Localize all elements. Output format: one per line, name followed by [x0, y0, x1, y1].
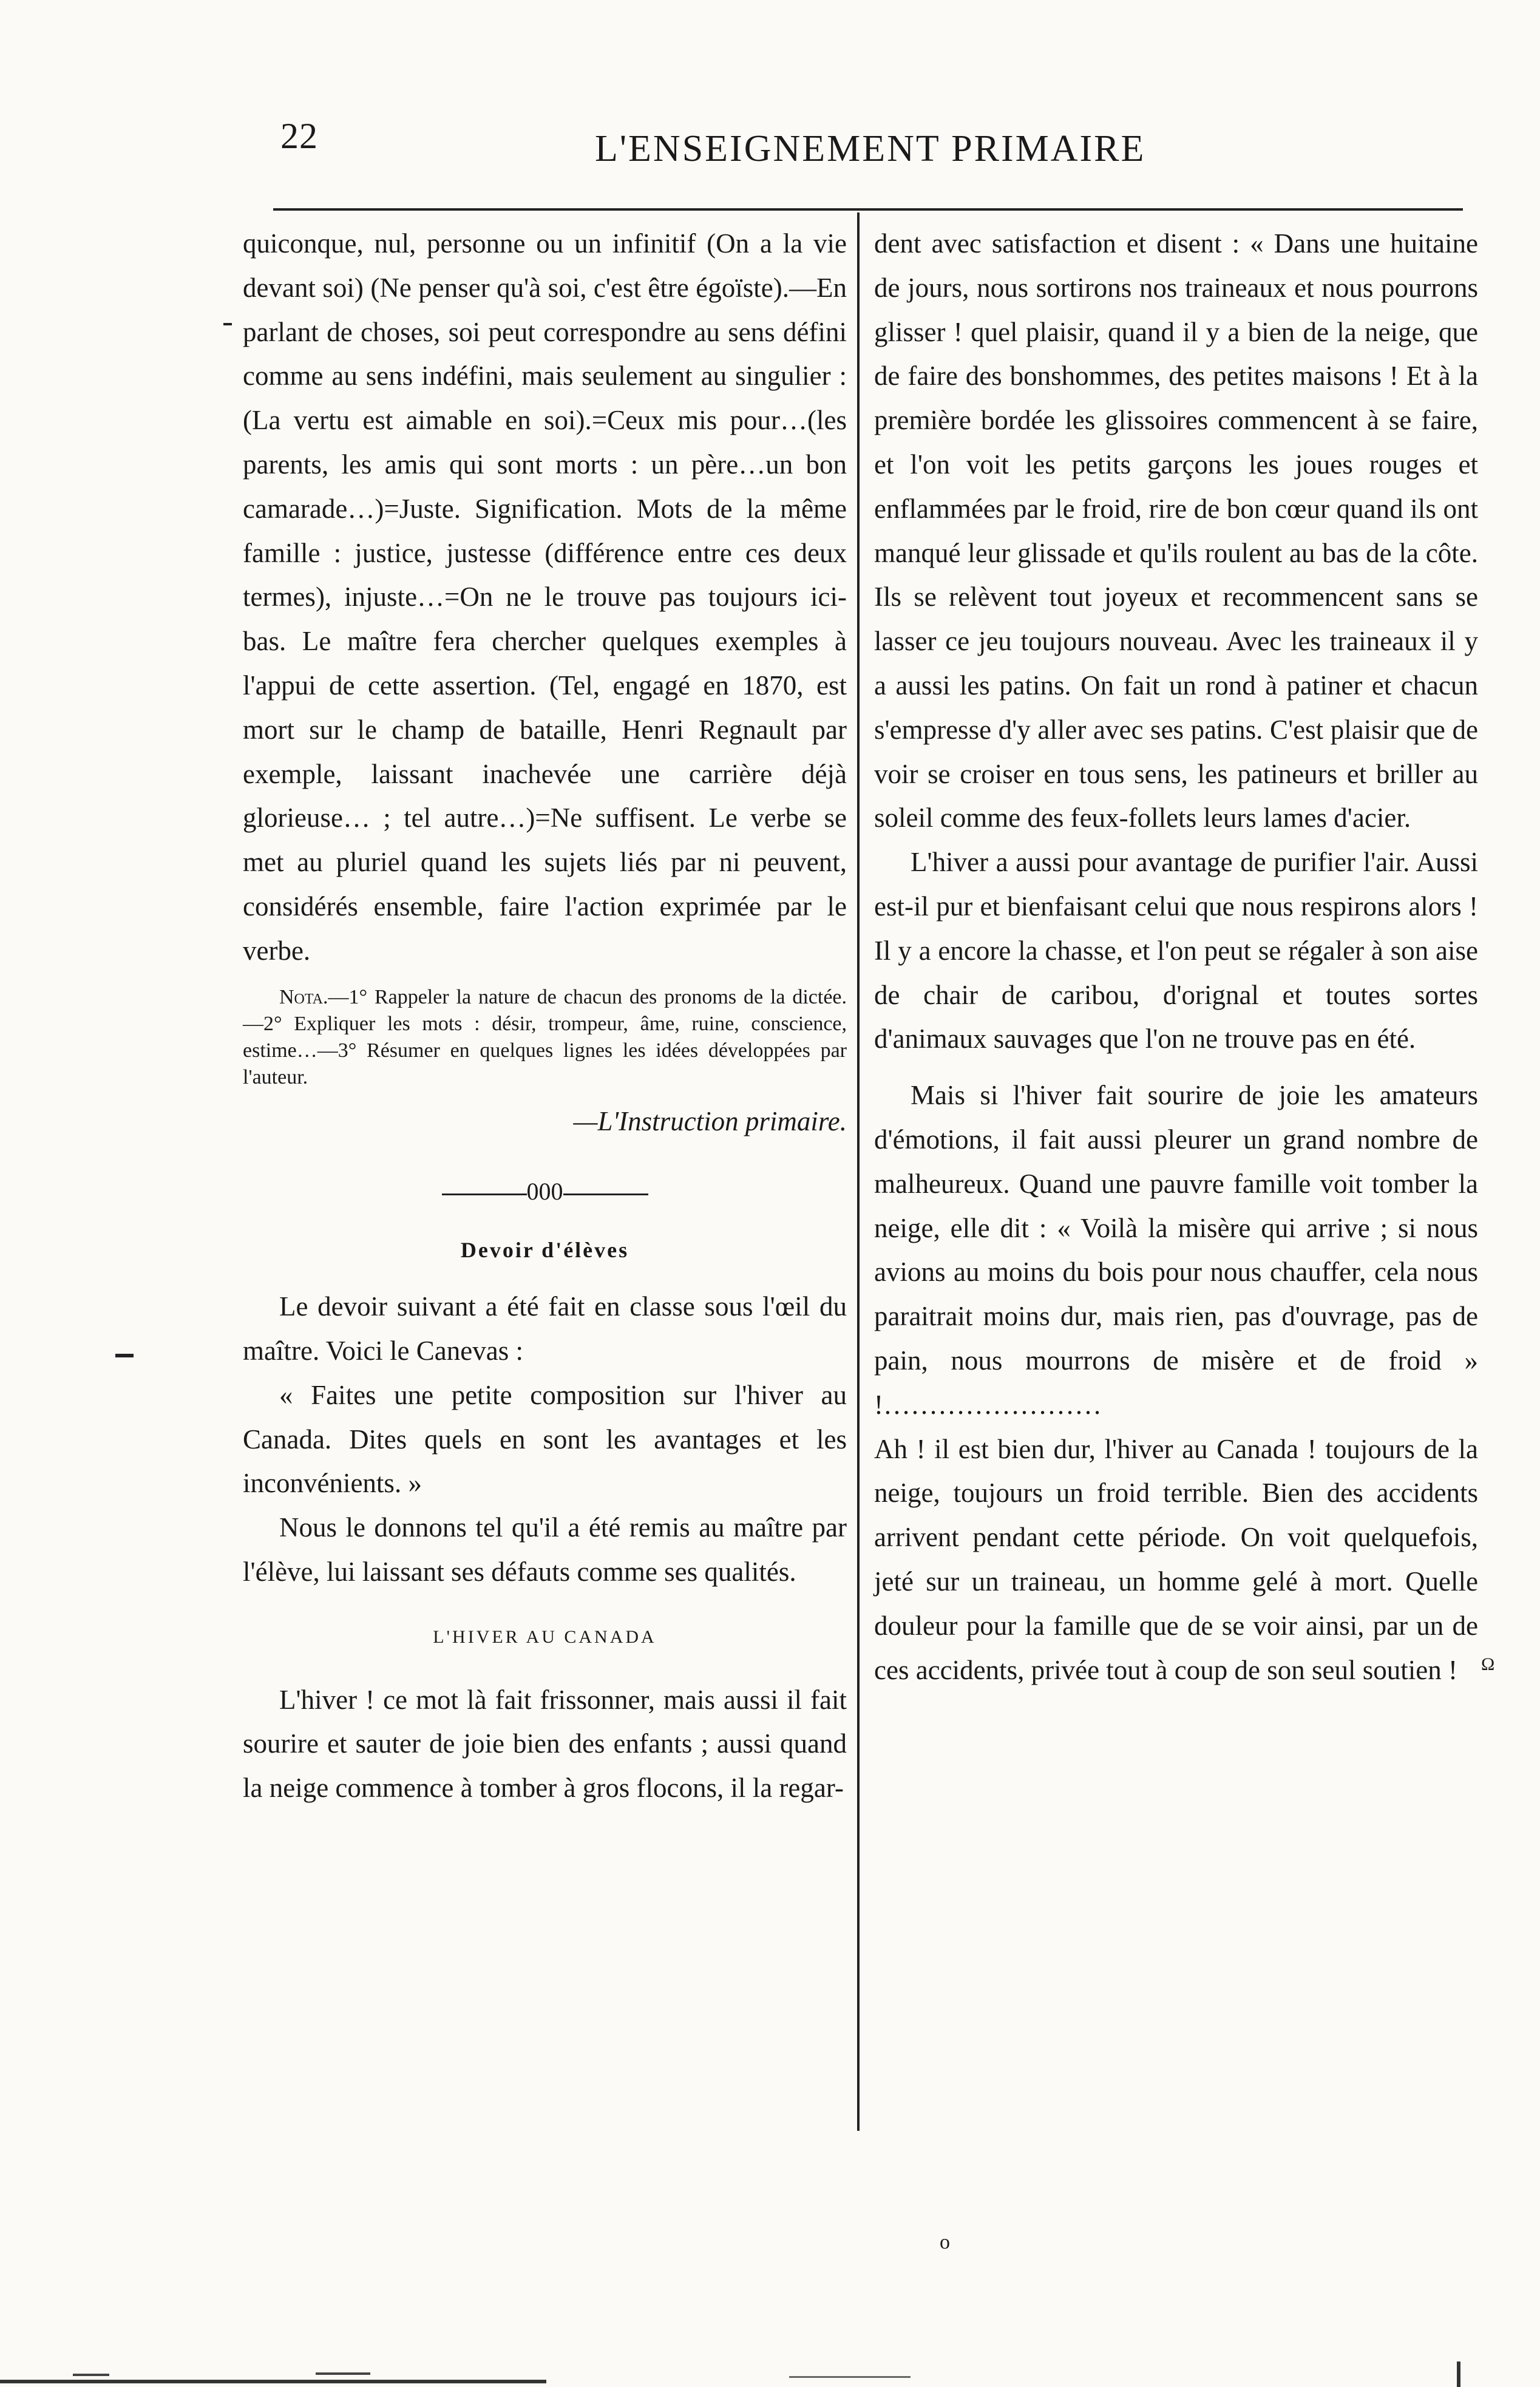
- ornament-line-left: [442, 1194, 527, 1195]
- right-column: [874, 222, 1478, 1692]
- margin-dash: [223, 323, 232, 325]
- essay-title: L'HIVER AU CANADA: [433, 1626, 657, 1647]
- ornament-line-right: [563, 1194, 648, 1195]
- right-paragraph-3: Mais si l'hiver fait sourire de joie les amateurs d'émotions, il fait aussi pleurer un grand nombre de malheureux. Quand une pauvre famille voit tomber la neige, elle dit : « Voilà la misère qui arrive ; si nous avions au moins du bois pour nous chauffer, cela nous paraitrait moins dur, mais rien, pas d'ouvrage, pas de pain, nous mourrons de misère et de froid » !……………………: [874, 1080, 1478, 1420]
- bottom-mark: o: [940, 2231, 950, 2253]
- column-rule: [857, 212, 860, 2131]
- left-paragraph-3: « Faites une petite composition sur l'hiver au Canada. Dites quels en sont les avantages et les inconvénients. »: [243, 1379, 847, 1499]
- right-paragraph-1: dent avec satisfaction et disent : « Dans une huitaine de jours, nous sortirons nos traineaux et nous pourrons glisser ! quel plaisir, quand il y a bien de la neige, que de faire des bonshommes, des petites maisons ! Et à la première bordée les glissoires commencent à se faire, et l'on voit les petits garçons les joues rouges et enflammées par le froid, rire de bon cœur quand ils ont manqué leur glissade et qu'ils roulent au bas de la côte. Ils se relèvent tout joyeux et recommencent sans se lasser ce jeu toujours nouveau. Avec les traineaux il y a aussi les patins. On fait un rond à patiner et chacun s'empresse d'y aller avec ses patins. C'est plaisir que de voir se croiser en tous sens, les patineurs et briller au soleil comme des feux-follets leurs lames d'acier.: [874, 228, 1478, 834]
- ornament-text: 000: [526, 1178, 563, 1206]
- source-attribution: —L'Instruction primaire.: [573, 1105, 847, 1136]
- nota-text: —1° Rappeler la nature de chacun des pronoms de la dictée.—2° Expliquer les mots : désir, trompeur, âme, ruine, conscience, estime…—3° Résumer en quelques lignes les idées développées par l'auteur.: [243, 985, 847, 1088]
- page-number: 22: [280, 116, 318, 156]
- left-paragraph-4: Nous le donnons tel qu'il a été remis au maître par l'élève, lui laissant ses défauts comme ses qualités.: [243, 1512, 847, 1587]
- margin-mark: Ω: [1481, 1654, 1495, 1674]
- section-ornament: [243, 1180, 847, 1204]
- right-paragraph-4: Ah ! il est bien dur, l'hiver au Canada ! toujours de la neige, toujours un froid terrible. Bien des accidents arrivent pendant cette période. On voit quelquefois, jeté sur un traineau, un homme gelé à mort. Quelle douleur pour la famille que de se voir ainsi, par un de ces accidents, privée tout à coup de son seul soutien !: [874, 1433, 1478, 1685]
- left-paragraph-5: L'hiver ! ce mot là fait frissonner, mais aussi il fait sourire et sauter de joie bien des enfants ; aussi quand la neige commence à tomber à gros flocons, il la regar-: [243, 1684, 847, 1804]
- right-paragraph-2: L'hiver a aussi pour avantage de purifier l'air. Aussi est-il pur et bienfaisant celui que nous respirons alors ! Il y a encore la chasse, et l'on peut se régaler à son aise de chair de caribou, d'orignal et toutes sortes d'animaux sauvages que l'on ne trouve pas en été.: [874, 847, 1478, 1054]
- nota-label: Nota.: [279, 985, 328, 1008]
- left-paragraph-1: quiconque, nul, personne ou un infinitif (On a la vie devant soi) (Ne penser qu'à soi, c'est être égoïste).—En parlant de choses, soi peut correspondre au sens défini comme au sens indéfini, mais seulement au singulier : (La vertu est aimable en soi).=Ceux mis pour…(les parents, les amis qui sont morts : un père…un bon camarade…)=Juste. Signification. Mots de la même famille : justice, justesse (différence entre ces deux termes), injuste…=On ne le trouve pas toujours ici-bas. Le maître fera chercher quelques exemples à l'appui de cette assertion. (Tel, engagé en 1870, est mort sur le champ de bataille, Henri Regnault par exemple, laissant inachevée une carrière déjà glorieuse… ; tel autre…)=Ne suffisent. Le verbe se met au pluriel quand les sujets liés par ni peuvent, considérés ensemble, faire l'action exprimée par le verbe.: [243, 228, 847, 966]
- margin-tick: [115, 1354, 134, 1357]
- running-title: L'ENSEIGNEMENT PRIMAIRE: [595, 128, 1146, 169]
- nota: [243, 984, 847, 1091]
- left-column: [243, 222, 847, 1810]
- scan-noise: [0, 2355, 1540, 2387]
- left-paragraph-2: Le devoir suivant a été fait en classe sous l'œil du maître. Voici le Canevas :: [243, 1291, 847, 1366]
- section-heading: Devoir d'élèves: [460, 1238, 629, 1263]
- header-rule: [273, 208, 1463, 211]
